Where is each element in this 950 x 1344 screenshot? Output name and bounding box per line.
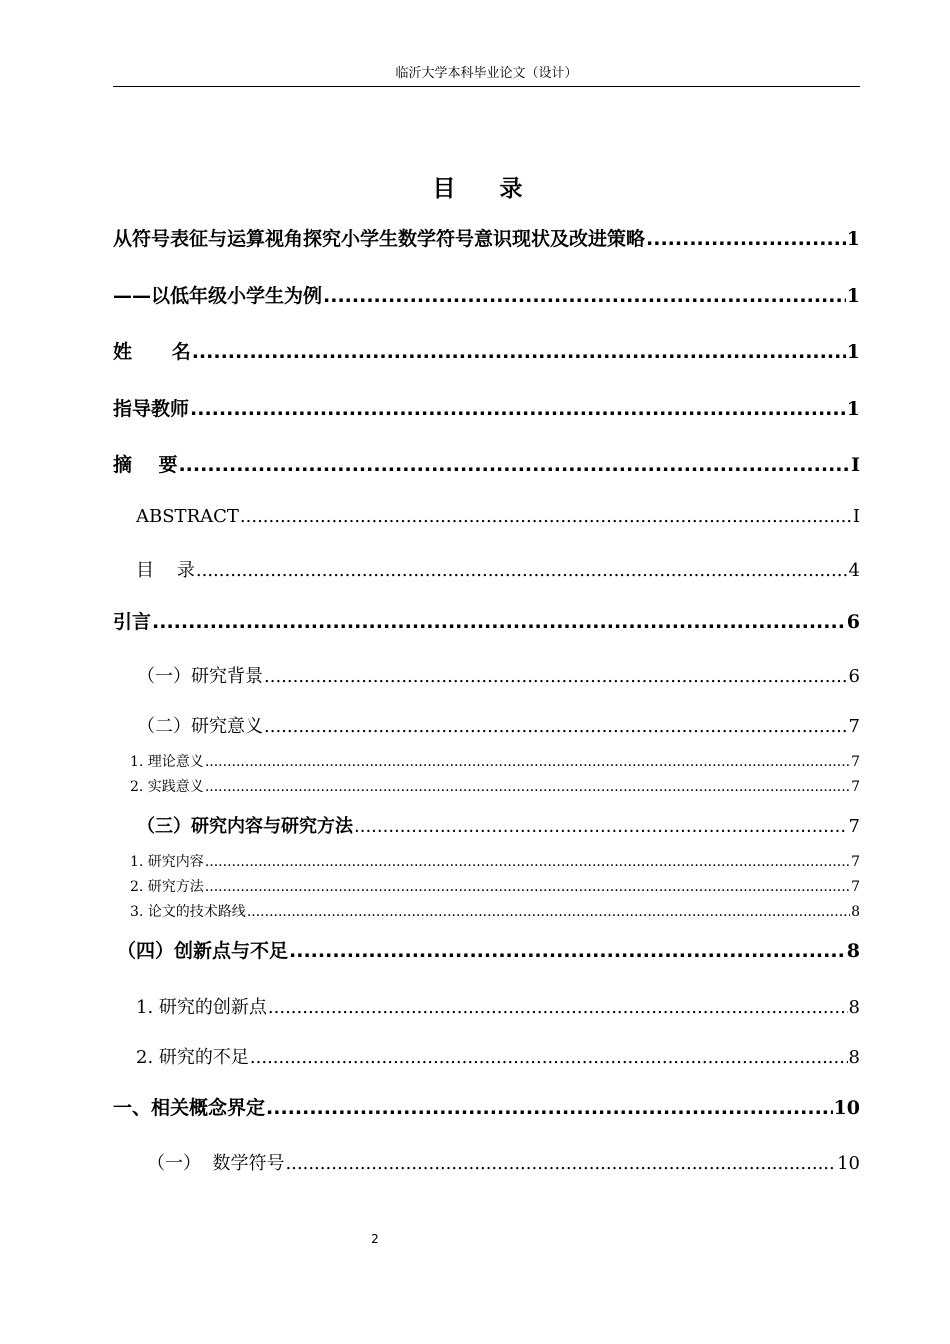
toc-entry[interactable] [130,901,860,921]
toc-entry[interactable] [130,851,860,871]
toc-leader [323,285,846,307]
toc-leader [354,816,848,837]
toc-entry-page: 7 [851,754,860,770]
toc-leader [205,754,850,770]
toc-entry-page: 6 [846,611,860,633]
toc-leader [289,940,846,962]
toc-leader [196,560,848,581]
toc-entry-page: 8 [846,940,860,962]
toc-title: 目 录 [432,176,541,202]
toc-leader [264,666,848,687]
toc-entry-page: 1 [846,341,860,363]
toc-entry[interactable] [137,812,860,838]
toc-entry[interactable] [113,281,860,308]
toc-entry-text: 1. 理论意义 [130,754,204,770]
toc-entry[interactable] [147,1149,860,1175]
toc-leader [266,1097,833,1119]
toc-entry[interactable] [113,450,860,477]
toc-leader [205,879,850,895]
toc-entry-page: 8 [848,1047,860,1068]
toc-entry-page: 7 [851,779,860,795]
toc-leader [192,341,846,363]
toc-entry[interactable] [117,936,860,963]
toc-leader [268,997,848,1018]
toc-entry-text: （一）研究背景 [137,666,263,687]
toc-entry-page: 1 [846,285,860,307]
toc-leader [285,1153,836,1174]
toc-entry-text: 指导教师 [113,398,190,420]
toc-entry[interactable] [130,876,860,896]
toc-entry-text: 引言 [113,611,152,633]
toc-entry-text: （二）研究意义 [137,716,263,737]
toc-entry-text: 姓 名 [113,341,191,363]
toc-entry-text: （三）研究内容与研究方法 [137,816,353,837]
toc-entry-page: 10 [837,1153,860,1174]
toc-entry-text: 从符号表征与运算视角探究小学生数学符号意识现状及改进策略 [113,228,646,250]
toc-entry-text: （四）创新点与不足 [117,940,289,962]
toc-entry-text: 3. 论文的技术路线 [130,904,246,920]
toc-entry-page: 1 [846,398,860,420]
toc-entry-text: ——以低年级小学生为例 [113,285,323,307]
toc-entry-page: 8 [851,904,860,920]
toc-leader [646,228,846,250]
toc-entry[interactable] [113,224,860,251]
toc-leader [178,454,850,476]
toc-leader [205,779,850,795]
toc-leader [240,506,852,527]
toc-entry-text: 1. 研究的创新点 [136,997,267,1018]
page-header: 临沂大学本科毕业论文（设计） [113,64,860,87]
toc-entry[interactable] [137,712,860,738]
toc-entry[interactable] [130,776,860,796]
toc-leader [152,611,846,633]
toc-entry[interactable] [113,607,860,634]
toc-entry-text: 2. 实践意义 [130,779,204,795]
toc-entry-page: 10 [833,1097,860,1119]
toc-entry[interactable] [136,993,860,1019]
toc-entry-page: 7 [851,879,860,895]
toc-entry-page: 7 [851,854,860,870]
toc-entry[interactable] [113,394,860,421]
toc-entry-page: 6 [848,666,860,687]
toc-entry-text: 2. 研究方法 [130,879,204,895]
toc-entry-text: ABSTRACT [136,506,239,527]
toc-entry-page: I [852,506,860,527]
toc-entry-page: 7 [848,816,860,837]
toc-leader [264,716,848,737]
toc-entry[interactable] [137,662,860,688]
toc-entry-text: 一、相关概念界定 [113,1097,266,1119]
toc-leader [205,854,850,870]
toc-entry-page: 8 [848,997,860,1018]
toc-leader [247,904,850,920]
toc-entry-text: 1. 研究内容 [130,854,204,870]
toc-entry-page: 1 [846,228,860,250]
toc-leader [190,398,846,420]
toc-entry-page: I [851,454,860,476]
toc-entry[interactable] [136,556,860,582]
toc-entry-page: 7 [848,716,860,737]
toc-entry[interactable] [136,506,860,527]
toc-entry[interactable] [130,751,860,771]
toc-entry-page: 4 [848,560,860,581]
toc-entry[interactable] [136,1043,860,1069]
toc-entry-text: 摘 要 [113,454,178,476]
toc-entry-text: 目 录 [136,560,195,581]
toc-entry-text: （一） 数学符号 [147,1153,285,1174]
toc-entry-text: 2. 研究的不足 [136,1047,249,1068]
page-number: 2 [371,1232,379,1246]
toc-entry[interactable] [113,1093,860,1120]
toc-entry[interactable] [113,337,860,364]
toc-leader [250,1047,848,1068]
